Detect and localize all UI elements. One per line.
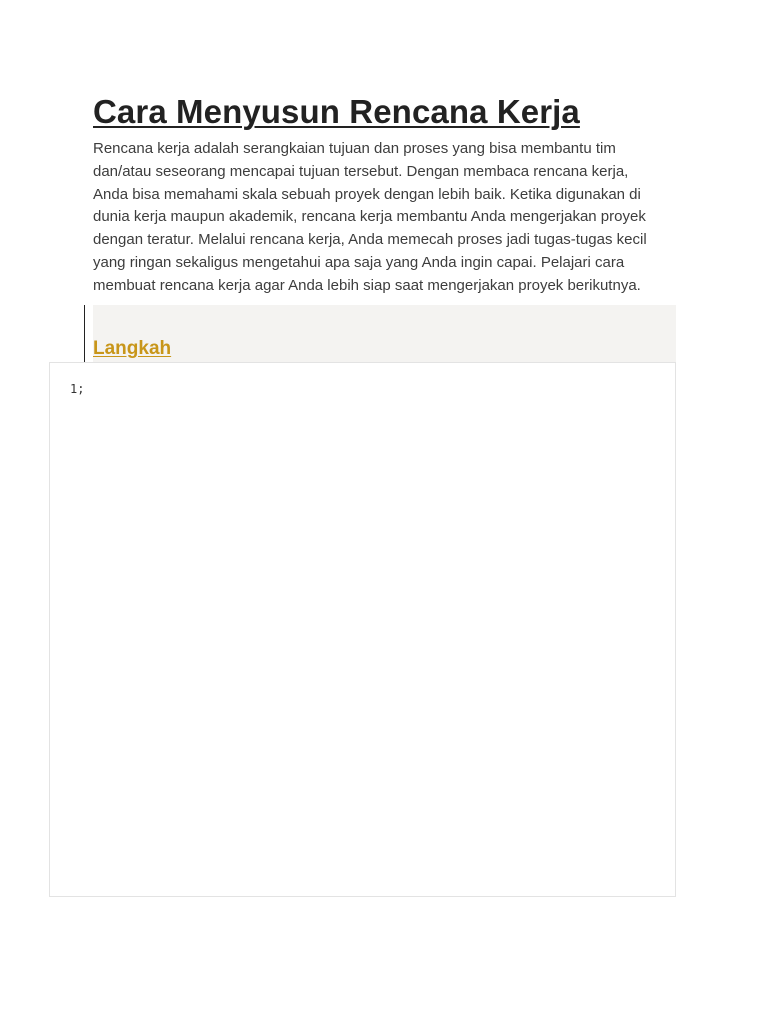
article (93, 92, 678, 298)
intro-line: Anda bisa memahami skala sebuah proyek dengan lebih baik. Ketika digunakan di (93, 185, 641, 203)
intro-paragraph (93, 138, 671, 298)
section-header-band (93, 305, 676, 363)
embedded-frame-text: 1; (70, 382, 85, 396)
section-divider (84, 305, 85, 363)
intro-line: dunia kerja maupun akademik, rencana kerja membantu Anda mengerjakan proyek (93, 208, 646, 226)
embedded-frame (49, 362, 676, 897)
intro-line: membuat rencana kerja agar Anda lebih siap saat mengerjakan proyek berikutnya. (93, 276, 641, 294)
intro-line: yang ringan sekaligus mengetahui apa saja yang Anda ingin capai. Pelajari cara (93, 253, 625, 271)
section-heading-link[interactable]: Langkah (93, 338, 172, 359)
page-title: Cara Menyusun Rencana Kerja (93, 93, 580, 130)
intro-line: Rencana kerja adalah serangkaian tujuan dan proses yang bisa membantu tim (93, 140, 616, 157)
intro-line: dengan teratur. Melalui rencana kerja, Anda memecah proses jadi tugas-tugas kecil (93, 231, 647, 249)
intro-line: dan/atau seseorang mencapai tujuan tersebut. Dengan membaca rencana kerja, (93, 162, 629, 180)
